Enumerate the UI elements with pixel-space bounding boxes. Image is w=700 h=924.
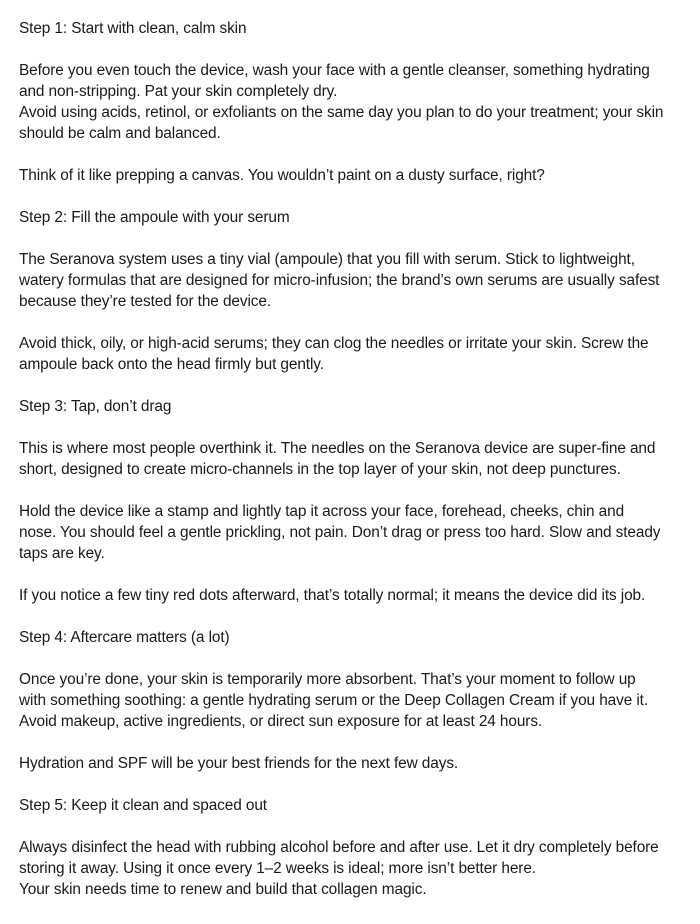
paragraph-gap bbox=[19, 732, 680, 753]
paragraph-gap bbox=[19, 144, 680, 165]
paragraph-line: ampoule back onto the head firmly but gently. bbox=[19, 356, 324, 373]
paragraph-line: This is where most people overthink it. The needles on the Seranova device are super-fine and bbox=[19, 440, 656, 457]
paragraph-line: watery formulas that are designed for micro-infusion; the brand’s own serums are usually safest bbox=[19, 272, 660, 289]
paragraph-line: The Seranova system uses a tiny vial (ampoule) that you fill with serum. Stick to lightweight, bbox=[19, 251, 635, 268]
paragraph-gap bbox=[19, 648, 680, 669]
paragraph-line: should be calm and balanced. bbox=[19, 125, 221, 142]
paragraph bbox=[19, 60, 680, 144]
paragraph-gap bbox=[19, 606, 680, 627]
paragraph bbox=[19, 753, 680, 774]
paragraph-line: storing it away. Using it once every 1–2 weeks is ideal; more isn’t better here. bbox=[19, 860, 536, 877]
paragraph bbox=[19, 333, 680, 375]
paragraph-line: and non-stripping. Pat your skin completely dry. bbox=[19, 83, 338, 100]
paragraph-gap bbox=[19, 417, 680, 438]
section-step-4 bbox=[19, 627, 680, 795]
paragraph-gap bbox=[19, 375, 680, 396]
paragraph-line: because they’re tested for the device. bbox=[19, 293, 272, 310]
section-step-2 bbox=[19, 207, 680, 396]
paragraph-gap bbox=[19, 774, 680, 795]
paragraph-line: Always disinfect the head with rubbing alcohol before and after use. Let it dry completely before bbox=[19, 839, 659, 856]
section-heading: Step 5: Keep it clean and spaced out bbox=[19, 797, 267, 814]
paragraph-gap bbox=[19, 564, 680, 585]
paragraph-line: Hydration and SPF will be your best friends for the next few days. bbox=[19, 755, 459, 772]
paragraph-gap bbox=[19, 186, 680, 207]
paragraph-line: short, designed to create micro-channels in the top layer of your skin, not deep punctures. bbox=[19, 461, 621, 478]
section-step-1 bbox=[19, 18, 680, 207]
paragraph-line: with something soothing: a gentle hydrating serum or the Deep Collagen Cream if you have it. bbox=[19, 692, 649, 709]
paragraph bbox=[19, 669, 680, 732]
paragraph-line: Before you even touch the device, wash your face with a gentle cleanser, something hydrating bbox=[19, 62, 650, 79]
section-heading: Step 4: Aftercare matters (a lot) bbox=[19, 629, 230, 646]
paragraph-line: nose. You should feel a gentle prickling, not pain. Don’t drag or press too hard. Slow and steady bbox=[19, 524, 661, 541]
section-heading: Step 3: Tap, don’t drag bbox=[19, 398, 172, 415]
section-heading: Step 2: Fill the ampoule with your serum bbox=[19, 209, 290, 226]
paragraph bbox=[19, 501, 680, 564]
paragraph-line: Think of it like prepping a canvas. You wouldn’t paint on a dusty surface, right? bbox=[19, 167, 545, 184]
paragraph bbox=[19, 249, 680, 312]
paragraph bbox=[19, 585, 680, 606]
section-heading: Step 1: Start with clean, calm skin bbox=[19, 20, 247, 37]
paragraph-line: taps are key. bbox=[19, 545, 105, 562]
paragraph bbox=[19, 837, 680, 900]
paragraph-gap bbox=[19, 228, 680, 249]
paragraph-line: Hold the device like a stamp and lightly tap it across your face, forehead, cheeks, chin and bbox=[19, 503, 625, 520]
paragraph-line: Avoid using acids, retinol, or exfoliants on the same day you plan to do your treatment; your skin bbox=[19, 104, 664, 121]
paragraph-line: Your skin needs time to renew and build that collagen magic. bbox=[19, 881, 427, 898]
paragraph-line: If you notice a few tiny red dots afterward, that’s totally normal; it means the device did its job. bbox=[19, 587, 646, 604]
section-step-3 bbox=[19, 396, 680, 627]
paragraph-gap bbox=[19, 312, 680, 333]
paragraph-gap bbox=[19, 39, 680, 60]
section-step-5 bbox=[19, 795, 680, 900]
paragraph-gap bbox=[19, 816, 680, 837]
paragraph-line: Avoid thick, oily, or high-acid serums; they can clog the needles or irritate your skin. Screw the bbox=[19, 335, 649, 352]
paragraph bbox=[19, 438, 680, 480]
paragraph-line: Avoid makeup, active ingredients, or direct sun exposure for at least 24 hours. bbox=[19, 713, 543, 730]
paragraph-gap bbox=[19, 480, 680, 501]
paragraph bbox=[19, 165, 680, 186]
paragraph-line: Once you’re done, your skin is temporarily more absorbent. That’s your moment to follow up bbox=[19, 671, 636, 688]
